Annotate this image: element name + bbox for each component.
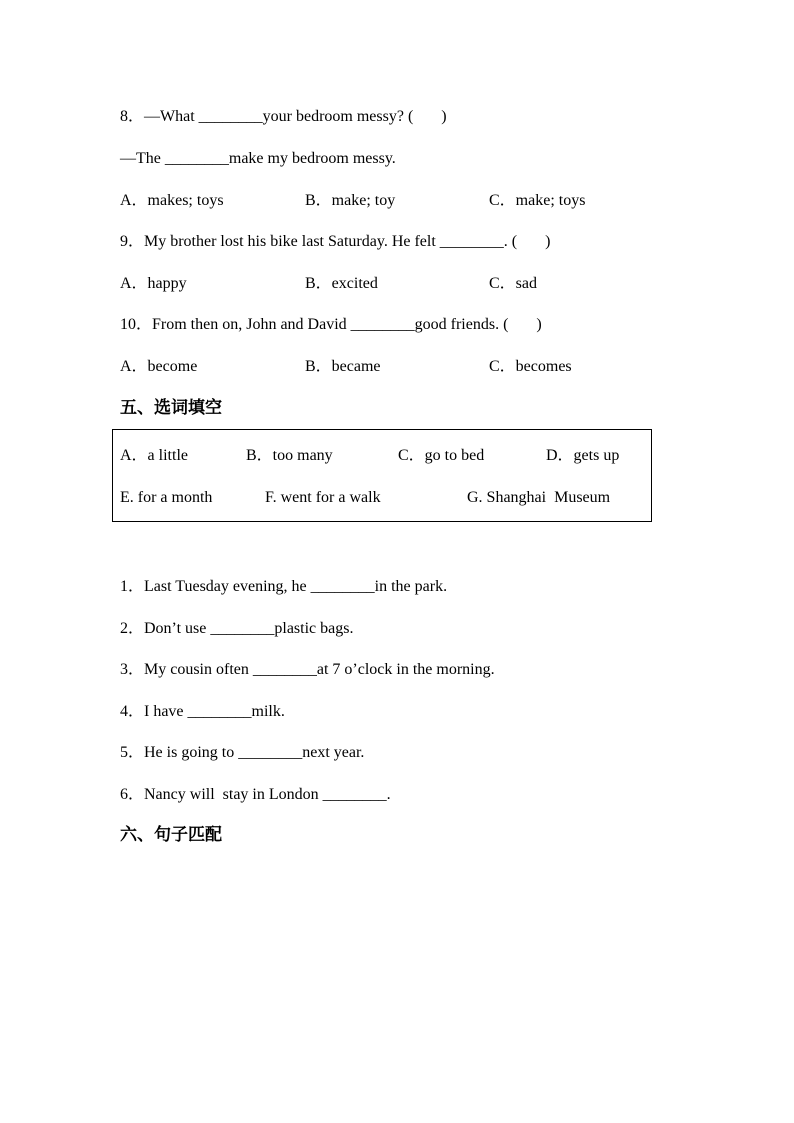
fill-question-4: 4．I have ________milk. [120,703,285,720]
word-bank-e: E. for a month [120,489,213,506]
q10-option-c: C．becomes [489,358,572,375]
q9-option-b: B．excited [305,275,378,292]
q8-option-b: B．make; toy [305,192,396,209]
fill-question-2: 2．Don’t use ________plastic bags. [120,620,354,637]
q10-stem: 10．From then on, John and David ________good friends. ( ) [120,316,542,333]
word-bank-a: A．a little [120,447,188,464]
q9-stem: 9．My brother lost his bike last Saturday. He felt ________. ( ) [120,233,551,250]
q10-option-a: A．become [120,358,198,375]
section-six-title: 六、句子匹配 [120,825,222,845]
q8-response: —The ________make my bedroom messy. [120,150,396,167]
q8-stem: 8．—What ________your bedroom messy? ( ) [120,108,447,125]
q10-option-b: B．became [305,358,381,375]
q8-option-c: C．make; toys [489,192,586,209]
q8-option-a: A．makes; toys [120,192,224,209]
word-bank-c: C．go to bed [398,447,485,464]
word-bank-g: G. Shanghai Museum [467,489,611,506]
q9-option-c: C．sad [489,275,538,292]
fill-question-3: 3．My cousin often ________at 7 o’clock in the morning. [120,661,495,678]
section-five-title: 五、选词填空 [120,398,222,418]
q9-option-a: A．happy [120,275,187,292]
word-bank-box [112,429,652,522]
word-bank-f: F. went for a walk [265,489,381,506]
word-bank-b: B．too many [246,447,333,464]
fill-question-5: 5．He is going to ________next year. [120,744,365,761]
fill-question-6: 6．Nancy will stay in London ________. [120,786,391,803]
fill-question-1: 1．Last Tuesday evening, he ________in the park. [120,578,448,595]
word-bank-d: D．gets up [546,447,620,464]
